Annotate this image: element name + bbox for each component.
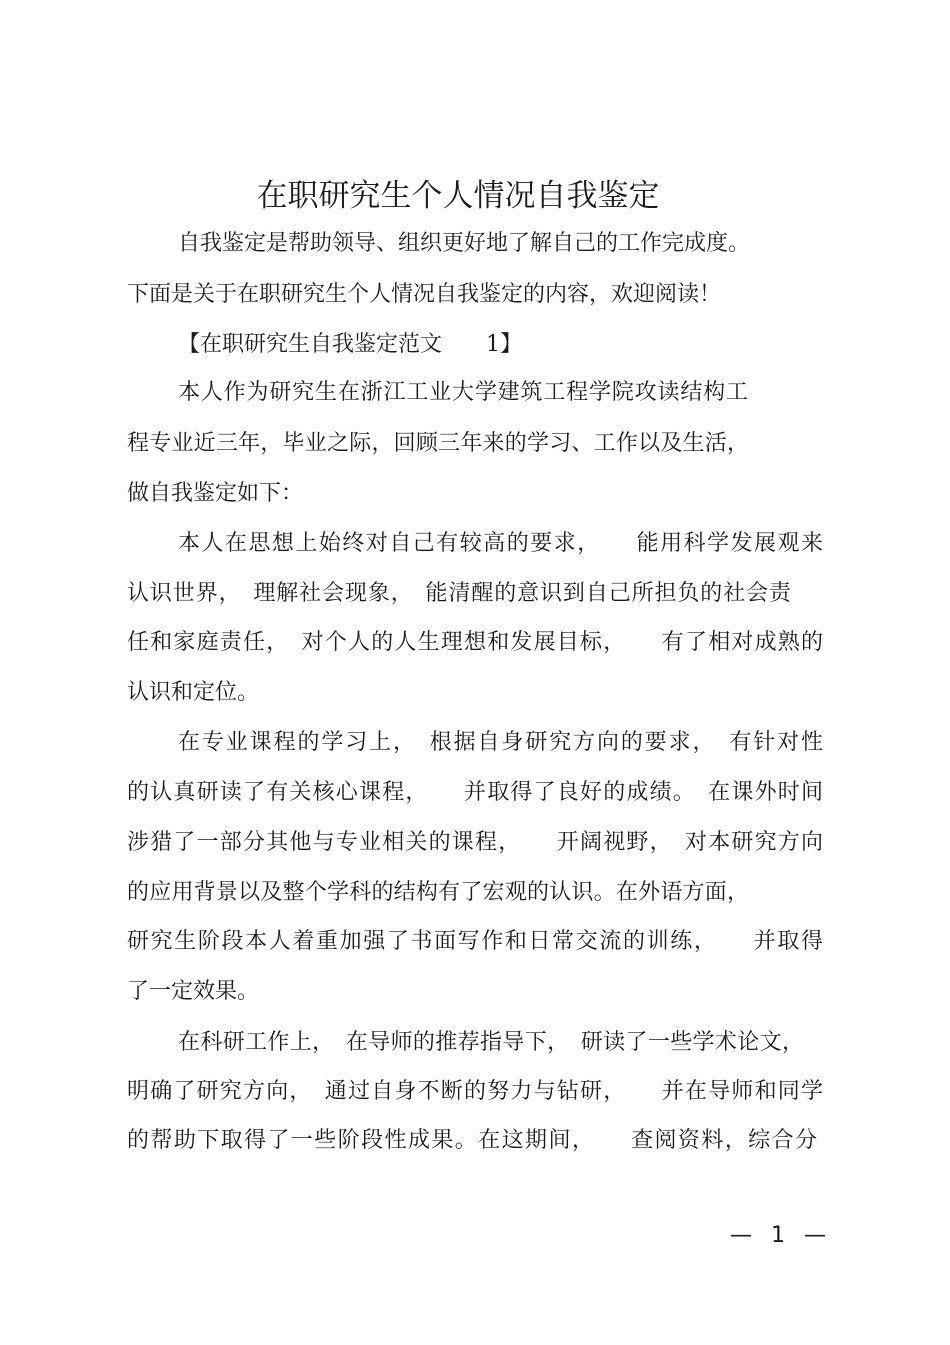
body-line: 认识世界， 理解社会现象， 能清醒的意识到自己所担负的社会责 xyxy=(127,581,791,606)
body-line: 自我鉴定是帮助领导、组织更好地了解自己的工作完成度。 xyxy=(178,231,751,256)
body-line: 下面是关于在职研究生个人情况自我鉴定的内容，欢迎阅读！ xyxy=(127,282,722,307)
body-line: 认识和定位。 xyxy=(127,680,260,705)
body-line: 做自我鉴定如下： xyxy=(127,481,304,506)
body-line: 本人作为研究生在浙江工业大学建筑工程学院攻读结构工 xyxy=(178,380,748,405)
body-line: 了一定效果。 xyxy=(127,979,260,1004)
body-line: 的应用背景以及整个学科的结构有了宏观的认识。在外语方面， xyxy=(127,880,749,905)
body-line: 本人在思想上始终对自己有较高的要求， 能用科学发展观来 xyxy=(178,531,823,556)
body-line: 在科研工作上， 在导师的推荐指导下， 研读了一些学术论文， xyxy=(178,1030,804,1055)
body-line: 在专业课程的学习上， 根据自身研究方向的要求， 有针对性 xyxy=(178,730,823,755)
body-line: 程专业近三年，毕业之际，回顾三年来的学习、工作以及生活， xyxy=(127,431,749,456)
section-heading: 【在职研究生自我鉴定范文 1】 xyxy=(178,332,522,357)
body-line: 涉猎了一部分其他与专业相关的课程， 开阔视野， 对本研究方向 xyxy=(127,830,823,855)
body-line: 的帮助下取得了一些阶段性成果。在这期间， 查阅资料，综合分 xyxy=(127,1128,817,1153)
body-line: 任和家庭责任， 对个人的人生理想和发展目标， 有了相对成熟的 xyxy=(127,630,823,655)
body-line: 研究生阶段本人着重加强了书面写作和日常交流的训练， 并取得 xyxy=(127,929,823,954)
document-title: 在职研究生个人情况自我鉴定 xyxy=(256,178,660,214)
body-line: 的认真研读了有关核心课程， 并取得了良好的成绩。 在课外时间 xyxy=(127,780,823,805)
page-number: — 1 — xyxy=(730,1223,832,1248)
body-line: 明确了研究方向， 通过自身不断的努力与钻研， 并在导师和同学 xyxy=(127,1079,823,1104)
